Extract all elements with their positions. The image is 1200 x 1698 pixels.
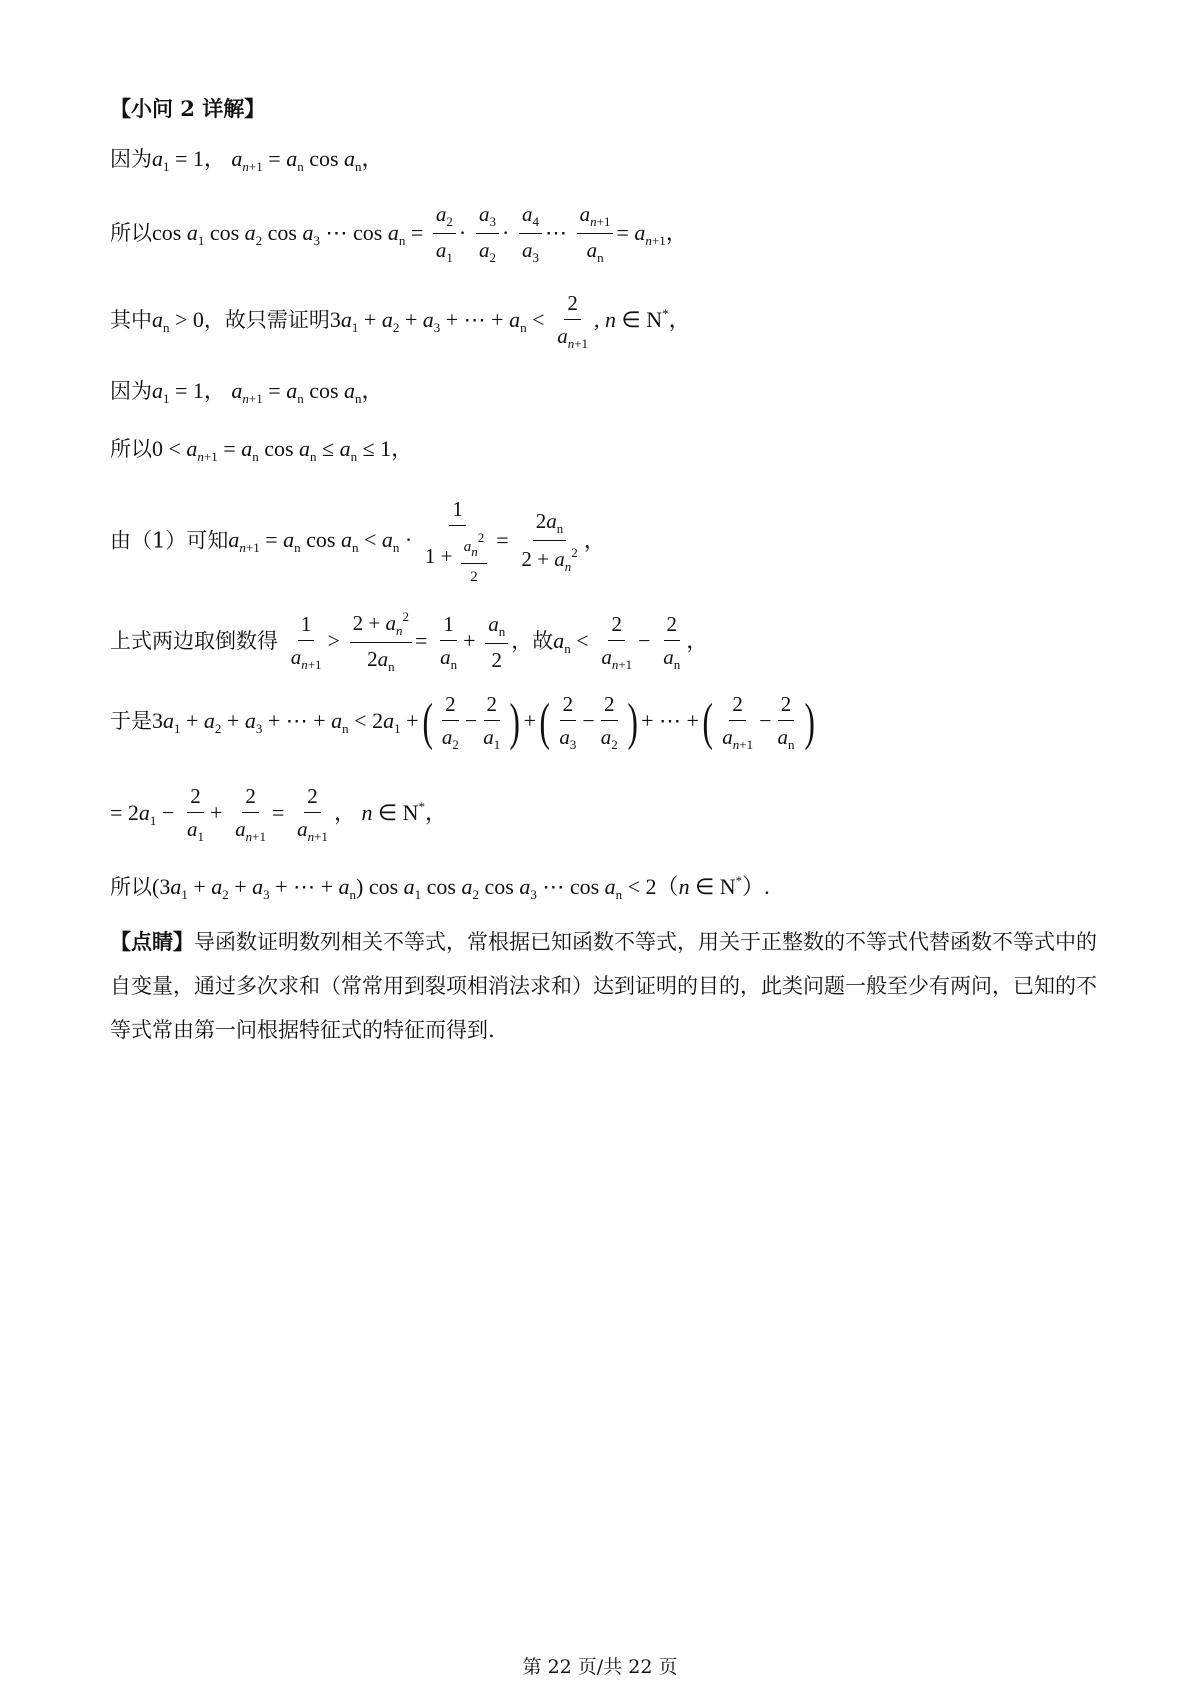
equation-line-7: 上式两边取倒数得 $\frac{1}{a_{n+1}}$ > $\frac{2 + a_n^2}{2a_n}$ = $\frac{1}{a_n}$ + $\frac{a_n}{2}$ ，故$a_n$ < $\frac{2}{a_{n+1}}$ − $\frac{2}{a_n}$ ， [110,609,709,675]
word-so-3: 所以 [110,875,152,899]
word-so-2: 所以 [110,437,152,461]
word-reciprocal: 上式两边取倒数得 [110,628,278,653]
word-only-need: ，故只需证明 [203,308,330,333]
equation-line-1: 因为$a_1 = 1$， $a_{n+1} = a_n$ $\cos a_n$， [110,146,384,174]
word-thus: 于是 [110,709,152,734]
note-paragraph [110,920,1100,1052]
word-because-2: 因为 [110,379,152,403]
equation-line-6: 由（1）可知$a_{n+1} = a_n$ $\cos a_n < a_n$ · 1 1 + $\frac{a_n^2}{2}$ = $\frac{2a_n}{2 + a_n^2}$ ， [110,497,606,586]
page-footer: 第 22 页/共 22 页 [522,1656,678,1678]
equation-line-8: 于是$3a_1 + a_2 + a_3$ + ⋯ + $a_n < 2a_1$ +( $\frac{2}{a_2}$ − $\frac{2}{a_1}$ ) +( $\frac{2}{a_3}$ − $\frac{2}{a_2}$ ) + ⋯ +( $\frac{2}{a_{n+1}}$ − $\frac{2}{a_n}$ ) [110,692,815,753]
note-label: 【点睛】 [110,929,194,954]
equation-line-5: 所以$0 < a_{n+1} = a_n$ $\cos a_n \le a_n \le 1$， [110,436,414,464]
equation-line-9: = $2a_1$ − $\frac{2}{a_1}$ + $\frac{2}{a_{n+1}}$ = $\frac{2}{a_{n+1}}$ ， n ∈ N*， [110,784,448,845]
equation-line-2: 所以$\cos a_1$ $\cos a_2$ $\cos a_3$ ⋯ $\cos a_n$ = $\frac{a_2}{a_1}$ · $\frac{a_3}{a_2}$ · $\frac{a_4}{a_3}$ ⋯ $\frac{a_{n+1}}{a_n}$ = $a_{n+1}$， [110,202,688,266]
word-where: 其中 [110,308,152,333]
equation-line-4: 因为$a_1 = 1$， $a_{n+1} = a_n$ $\cos a_n$， [110,378,384,406]
word-hence: ，故 [511,628,554,653]
word-because: 因为 [110,147,152,171]
section-title: 【小问 2 详解】 [110,96,266,121]
word-so: 所以 [110,220,152,245]
note-text: 导函数证明数列相关不等式，常根据已知函数不等式，用关于正整数的不等式代替函数不等式中的自变量，通过多次求和（常常用到裂项相消法求和）达到证明的目的，此类问题一般至少有两问，已知的不等式常由第一问根据特征式的特征而得到. [110,930,1097,1042]
word-from1: 由（1）可知 [110,528,229,553]
equation-line-10: 所以($3a_1 + a_2 + a_3$ + ⋯ + $a_n$) $\cos a_1$ $\cos a_2$ $\cos a_3$ ⋯ $\cos a_n < 2(n$ ∈ N*）. [110,873,770,902]
equation-line-3: 其中$a_n > 0$，故只需证明$3a_1 + a_2 + a_3$ + ⋯ + $a_n$ < $\frac{2}{a_{n+1}}$ , n ∈ N*， [110,291,691,352]
